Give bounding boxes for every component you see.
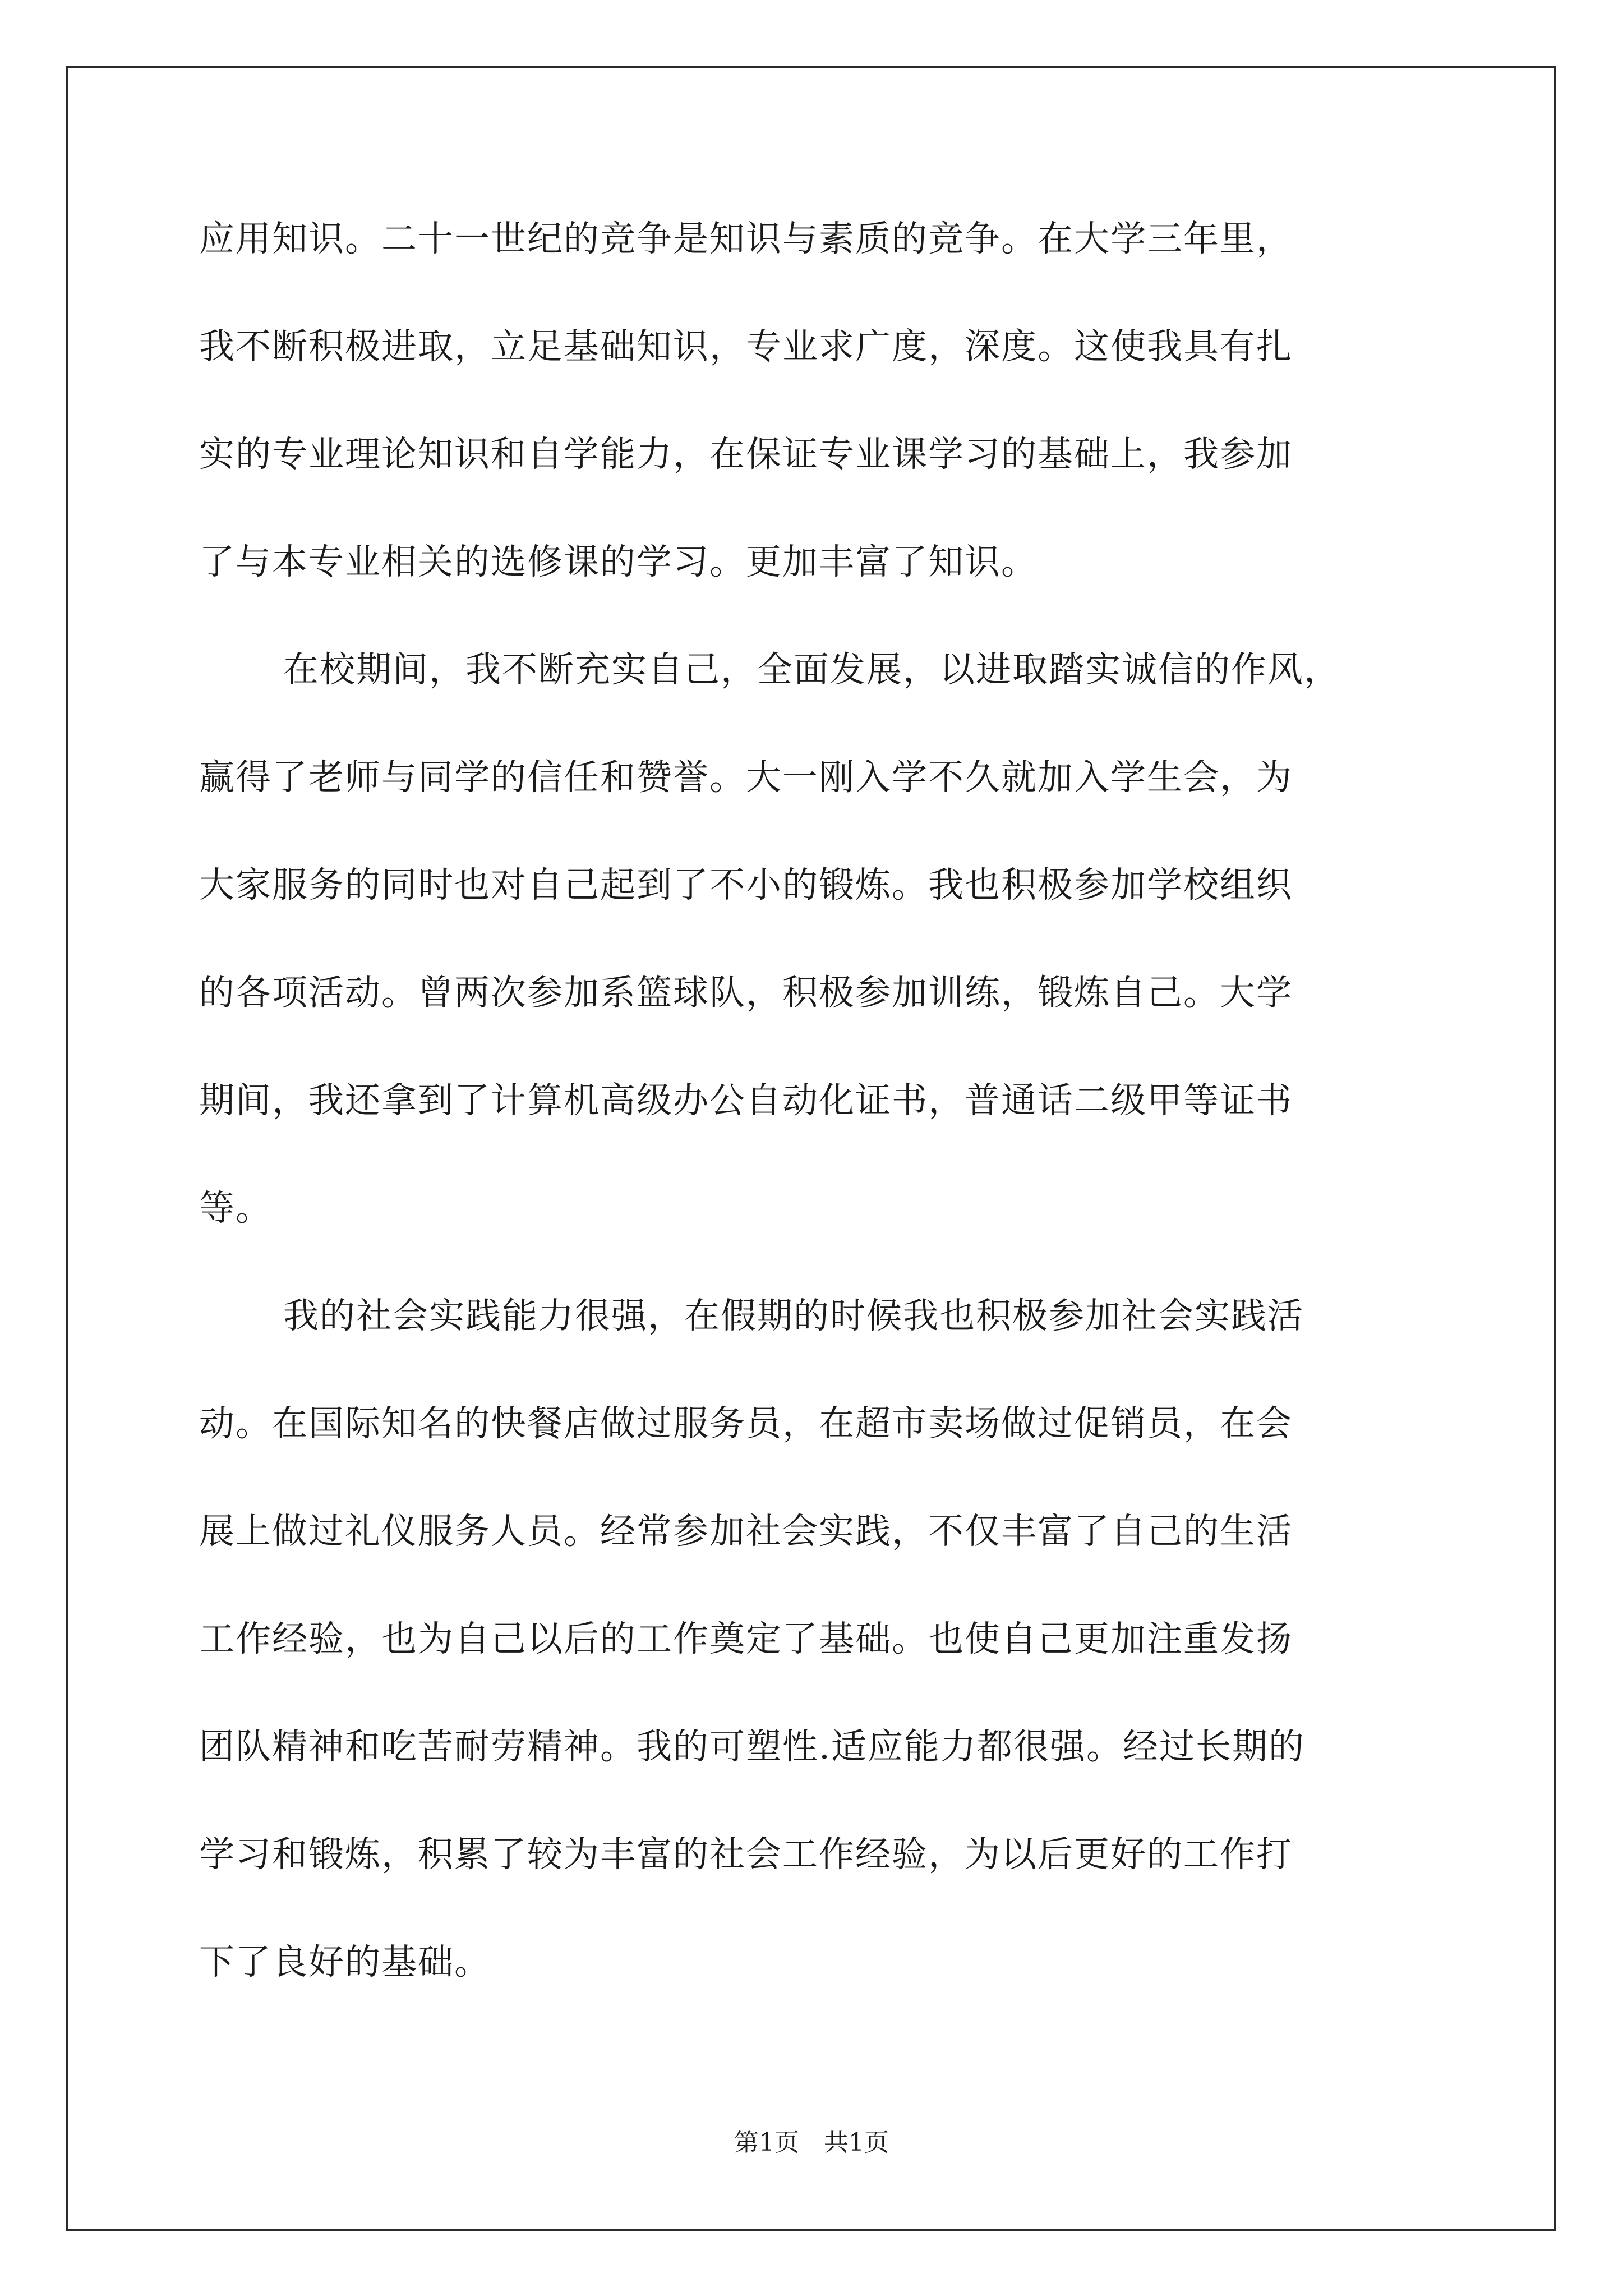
text-line: 展上做过礼仪服务人员。经常参加社会实践，不仅丰富了自己的生活	[199, 1511, 1293, 1552]
text-line: 应用知识。二十一世纪的竞争是知识与素质的竞争。在大学三年里，	[199, 218, 1293, 259]
text-line: 我的社会实践能力很强，在假期的时候我也积极参加社会实践活	[283, 1295, 1304, 1336]
page-footer	[0, 2126, 1623, 2160]
text-line: 学习和锻炼，积累了较为丰富的社会工作经验，为以后更好的工作打	[199, 1834, 1293, 1875]
text-line: 工作经验，也为自己以后的工作奠定了基础。也使自己更加注重发扬	[199, 1618, 1293, 1659]
text-line: 我不断积极进取，立足基础知识，专业求广度，深度。这使我具有扎	[199, 326, 1293, 367]
text-line: 团队精神和吃苦耐劳精神。我的可塑性.适应能力都很强。经过长期的	[199, 1726, 1306, 1767]
paragraph	[199, 616, 1433, 1262]
text-line: 期间，我还拿到了计算机高级办公自动化证书，普通话二级甲等证书	[199, 1080, 1293, 1121]
text-line: 动。在国际知名的快餐店做过服务员，在超市卖场做过促销员，在会	[199, 1403, 1293, 1444]
document-body	[199, 185, 1433, 2016]
paragraph	[199, 185, 1433, 616]
page-number-total: 共1页	[824, 2128, 889, 2157]
text-line: 在校期间，我不断充实自己，全面发展，以进取踏实诚信的作风，	[283, 649, 1340, 690]
page-number-current: 第1页	[734, 2128, 799, 2157]
text-line: 的各项活动。曾两次参加系篮球队，积极参加训练，锻炼自己。大学	[199, 972, 1293, 1013]
text-line: 实的专业理论知识和自学能力，在保证专业课学习的基础上，我参加	[199, 434, 1293, 475]
paragraph	[199, 1262, 1433, 2016]
text-line: 了与本专业相关的选修课的学习。更加丰富了知识。	[199, 541, 1038, 582]
text-line: 下了良好的基础。	[199, 1941, 491, 1982]
text-line: 等。	[199, 1188, 272, 1228]
text-line: 赢得了老师与同学的信任和赞誉。大一刚入学不久就加入学生会，为	[199, 757, 1293, 798]
text-line: 大家服务的同时也对自己起到了不小的锻炼。我也积极参加学校组织	[199, 864, 1293, 905]
